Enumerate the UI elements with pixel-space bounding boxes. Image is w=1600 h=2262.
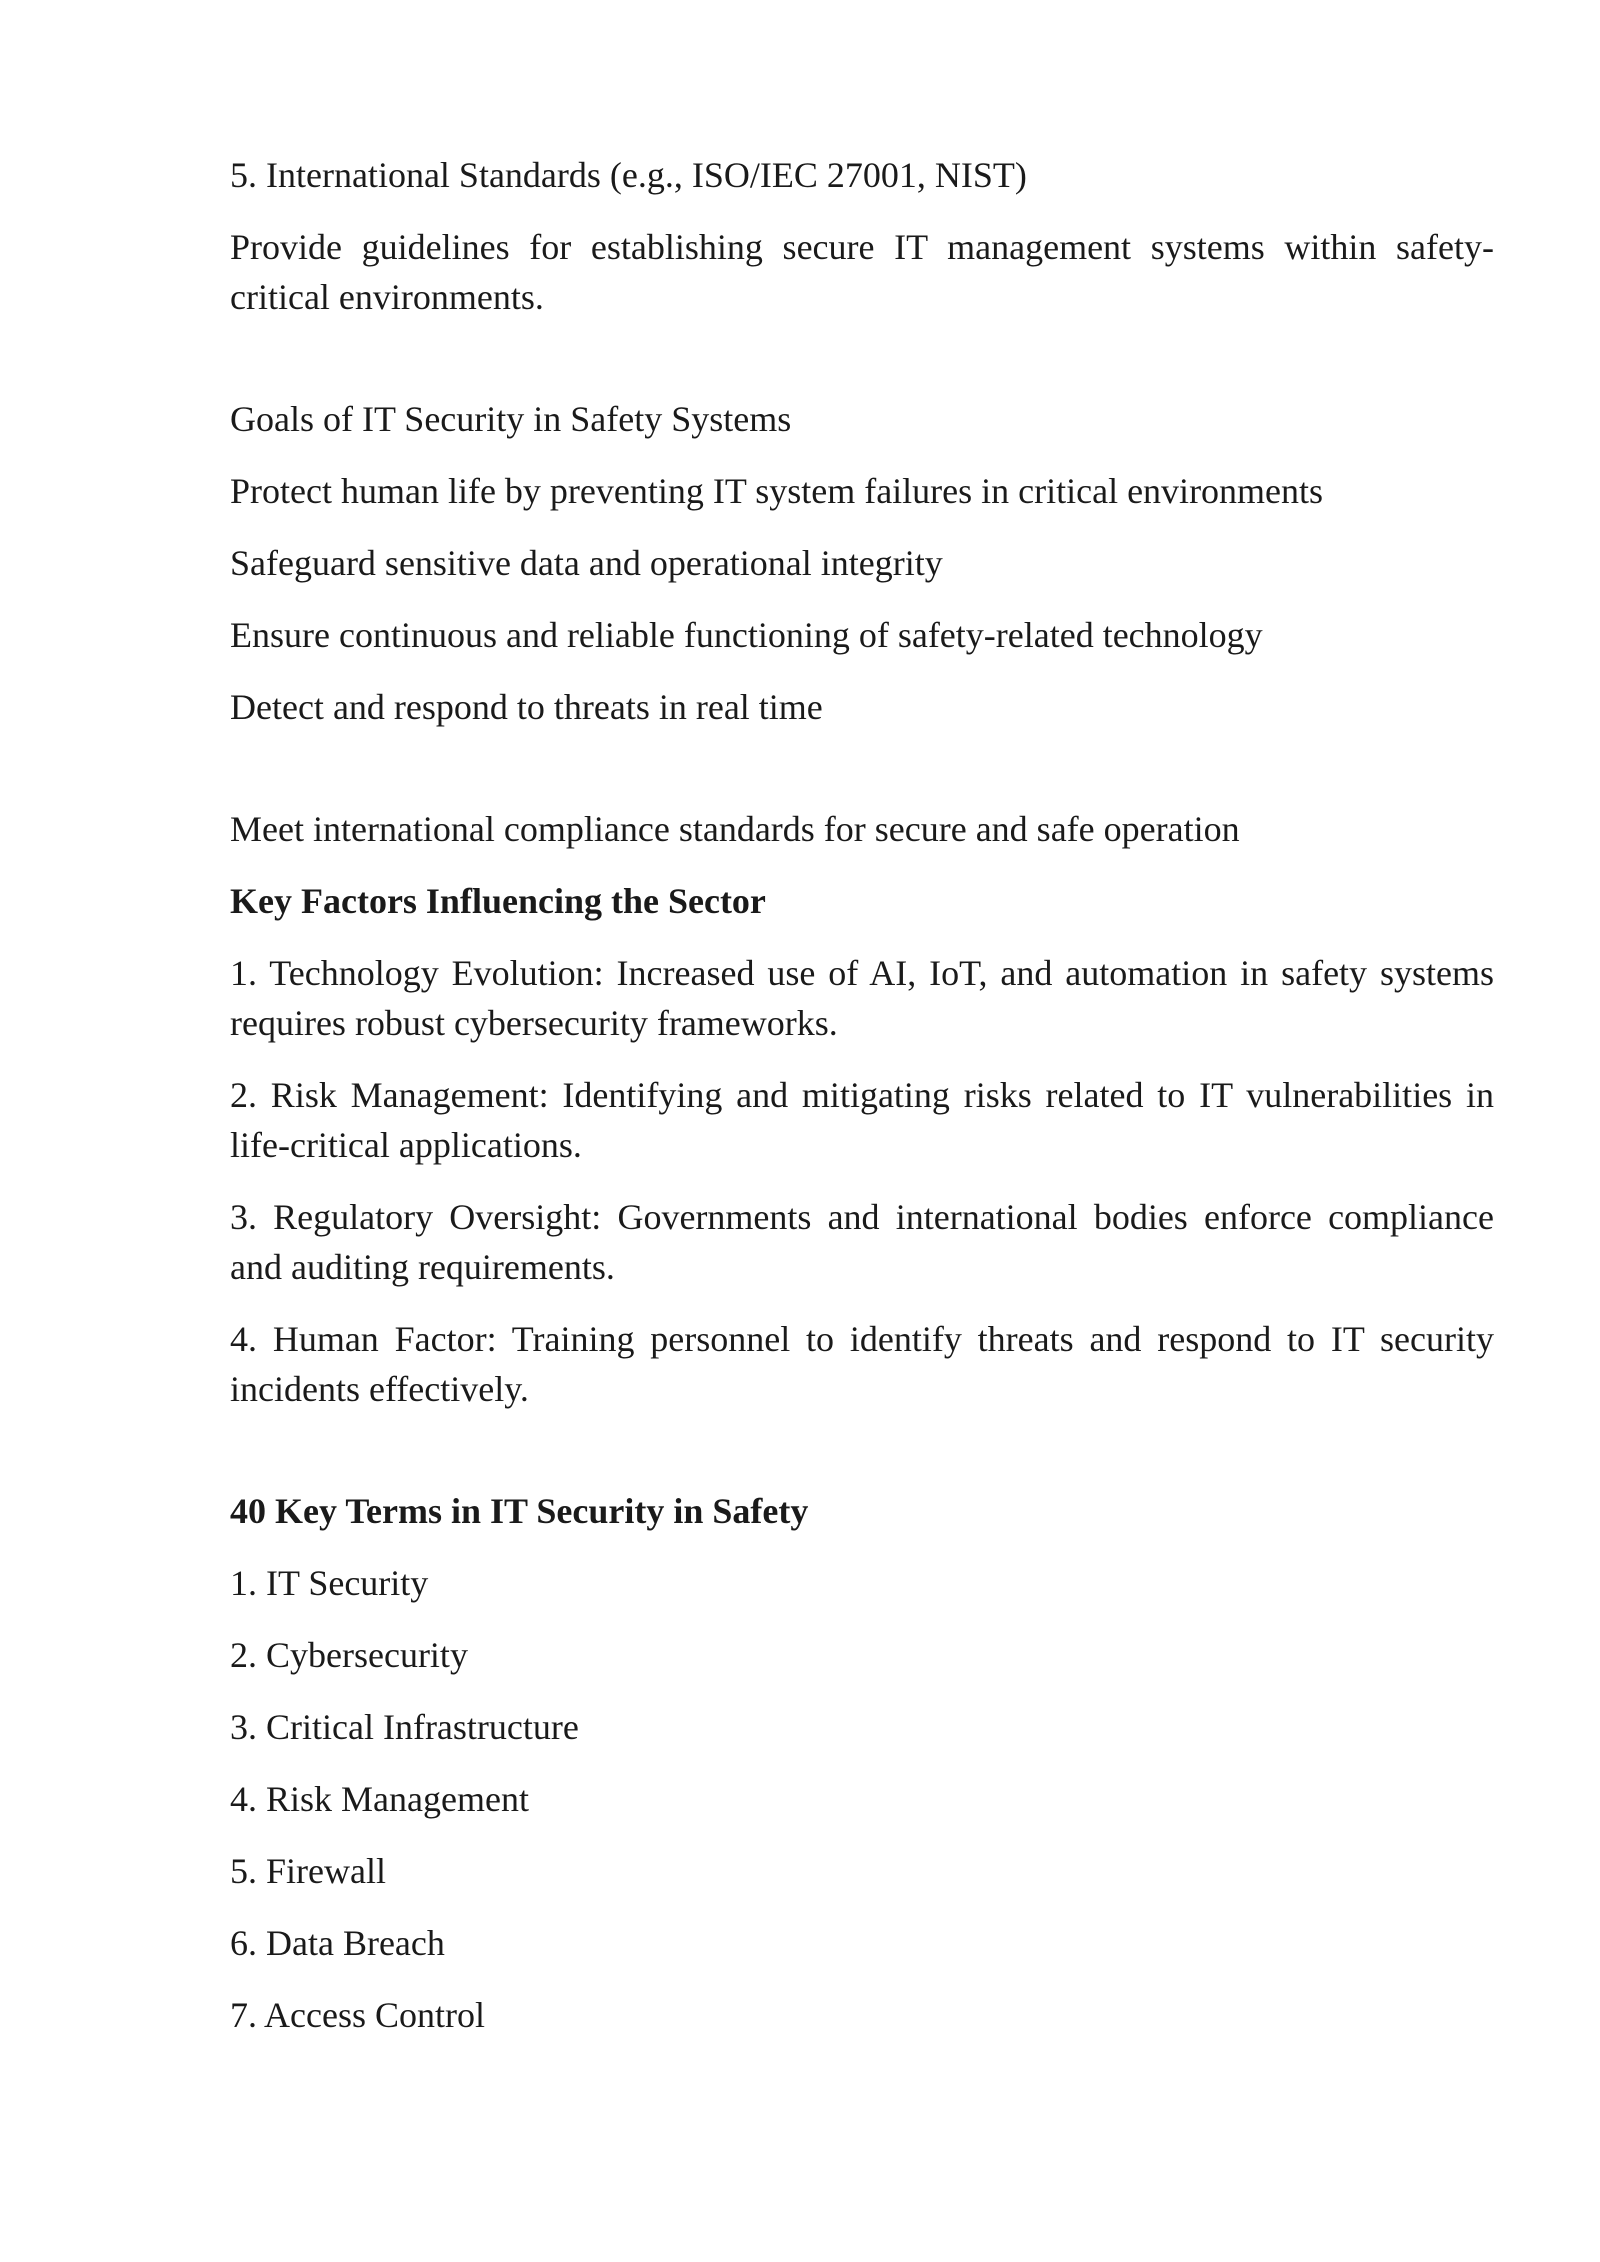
key-factor-item: 1. Technology Evolution: Increased use of AI, IoT, and automation in safety systems requires robust cybersecurity frameworks. — [230, 953, 1494, 1043]
key-factors-heading: Key Factors Influencing the Sector — [230, 881, 766, 921]
key-factor-item: 3. Regulatory Oversight: Governments and international bodies enforce compliance and auditing requirements. — [230, 1197, 1494, 1287]
page-content — [230, 150, 1494, 2062]
key-term-item: 1. IT Security — [230, 1563, 429, 1603]
goal-item: Protect human life by preventing IT system failures in critical environments — [230, 471, 1324, 511]
key-term-item: 7. Access Control — [230, 1995, 485, 2035]
goal-item: Detect and respond to threats in real time — [230, 687, 823, 727]
key-term-item: 4. Risk Management — [230, 1779, 529, 1819]
standard-item-5-body: Provide guidelines for establishing secure IT management systems within safety-critical environments. — [230, 227, 1494, 317]
standard-item-5-heading: 5. International Standards (e.g., ISO/IEC 27001, NIST) — [230, 155, 1027, 195]
key-factor-item: 2. Risk Management: Identifying and mitigating risks related to IT vulnerabilities in life-critical applications. — [230, 1075, 1494, 1165]
goal-item: Safeguard sensitive data and operational integrity — [230, 543, 943, 583]
goal-item: Ensure continuous and reliable functioning of safety-related technology — [230, 615, 1263, 655]
key-term-item: 6. Data Breach — [230, 1923, 445, 1963]
goal-item: Meet international compliance standards for secure and safe operation — [230, 809, 1240, 849]
key-term-item: 5. Firewall — [230, 1851, 386, 1891]
key-term-item: 3. Critical Infrastructure — [230, 1707, 579, 1747]
key-term-item: 2. Cybersecurity — [230, 1635, 468, 1675]
key-factor-item: 4. Human Factor: Training personnel to identify threats and respond to IT security incidents effectively. — [230, 1319, 1494, 1409]
key-terms-heading: 40 Key Terms in IT Security in Safety — [230, 1491, 809, 1531]
goals-heading: Goals of IT Security in Safety Systems — [230, 399, 792, 439]
